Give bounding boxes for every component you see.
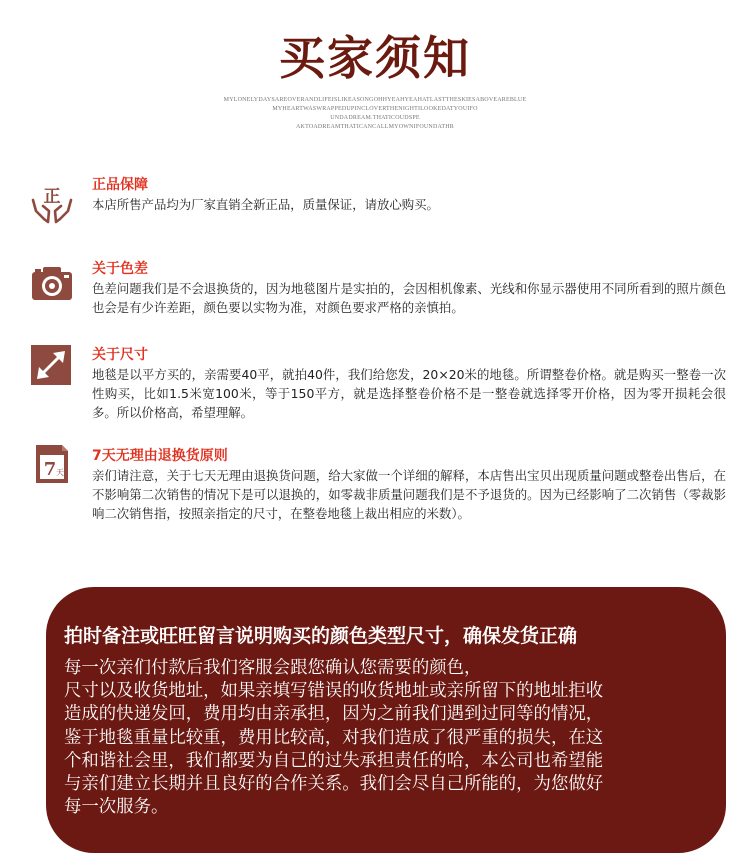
section-title: 7天无理由退换货原则: [92, 448, 228, 464]
decorative-text-line: MYHEARTWASWRAPPEDUPINCLOVERTHENIGHTILOOKEDATYOUIFO: [272, 106, 478, 112]
banner-line: 每一次服务。: [64, 797, 169, 818]
hands-zheng-icon: [28, 178, 76, 226]
svg-text:正: 正: [43, 187, 61, 207]
resize-arrow-icon: [28, 342, 76, 390]
section-body: 地毯是以平方买的，亲需要40平，就拍40件，我们给您发，20×20米的地毯。所谓整卷价格。就是购买一整卷一次性购买，比如1.5米宽100米，等于150平方，就是选择整卷价格不是一整卷就选择零开价格，因为零开损耗会很多。所以价格高，希望理解。: [92, 367, 726, 420]
banner-line: 造成的快递发回，费用均由亲承担，因为之前我们遇到过同等的情况，: [64, 704, 604, 725]
banner-line: 与亲们建立长期并且良好的合作关系。我们会尽自己所能的，为您做好: [64, 774, 604, 795]
banner-line: 个和谐社会里，我们都要为自己的过失承担责任的哈，本公司也希望能: [64, 750, 604, 771]
section-genuine: [28, 176, 723, 226]
section-body: 亲们请注意，关于七天无理由退换货问题，给大家做一个详细的解释，本店售出宝贝出现质量问题或整卷出售后，在不影响第二次销售的情况下是可以退换的，如零裁非质量问题我们是不予退货的。因为已经影响了二次销售（零裁影响二次销售指，按照亲指定的尺寸，在整卷地毯上裁出相应的米数）。: [92, 468, 726, 521]
section-return-policy: [28, 447, 726, 547]
banner-line: 鉴于地毯重量比较重，费用比较高，对我们造成了很严重的损失，在这: [64, 727, 604, 748]
decorative-text-line: AKTOADREAMTHATICANCALLMYOWNIFOUNDATHR: [296, 124, 454, 130]
banner-line: 每一次亲们付款后我们客服会跟您确认您需要的颜色，: [64, 658, 482, 678]
page-title: 买家须知: [279, 31, 471, 85]
decorative-text-block: [0, 96, 750, 132]
banner-line: 尺寸以及收货地址，如果亲填写错误的收货地址或亲所留下的地址拒收: [64, 681, 604, 702]
decorative-text-line: MYLONELYDAYSAREOVERANDLIFEISLIKEASONGOHHYEAHYEAHATLASTTHESKIESABOVEAREBLUE: [223, 97, 527, 103]
section-body: 色差问题我们是不会退换货的，因为地毯图片是实拍的，会因相机像素、光线和你显示器使用不同所看到的照片颜色也会是有少许差距，颜色要以实物为准，对颜色要求严格的亲慎拍。: [92, 281, 726, 315]
section-body: 本店所售产品均为厂家直销全新正品，质量保证，请放心购买。: [92, 197, 439, 212]
calendar-day-label: 天: [56, 468, 64, 477]
banner-body: [64, 657, 712, 819]
section-color-difference: [28, 260, 726, 320]
calendar-number: 7: [43, 459, 57, 480]
section-size: [28, 346, 726, 426]
notice-banner: [46, 587, 726, 853]
calendar-7-days-icon: [28, 441, 76, 489]
section-title: 正品保障: [92, 177, 148, 193]
camera-icon: [28, 260, 76, 308]
section-title: 关于色差: [92, 261, 148, 277]
section-title: 关于尺寸: [92, 347, 148, 363]
banner-heading: 拍时备注或旺旺留言说明购买的颜色类型尺寸，确保发货正确: [64, 625, 578, 647]
decorative-text-line: UNDADREAM.THATICOUDSPE: [330, 115, 420, 121]
